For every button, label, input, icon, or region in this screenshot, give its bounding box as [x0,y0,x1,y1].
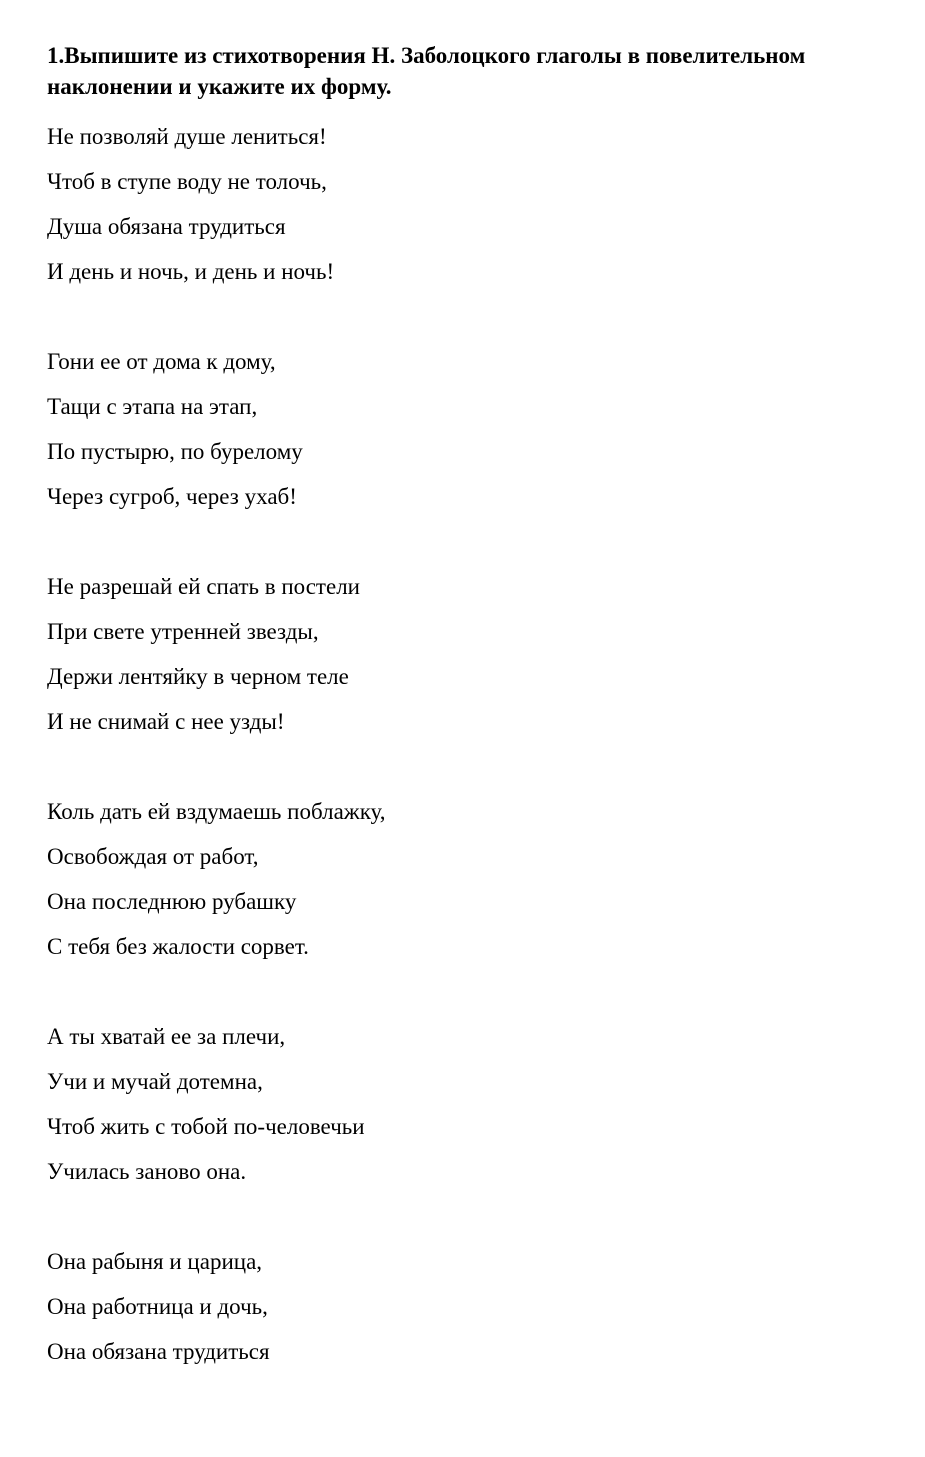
poem-line: При свете утренней звезды, [47,619,319,644]
poem-line: Не позволяй душе лениться! [47,124,327,149]
poem-line: Душа обязана трудиться [47,214,286,239]
stanza-2 [47,339,907,519]
poem-line: Тащи с этапа на этап, [47,394,258,419]
poem-line: С тебя без жалости сорвет. [47,934,309,959]
poem-line: Не разрешай ей спать в постели [47,574,360,599]
poem-line: Она работница и дочь, [47,1294,268,1319]
poem-line: И день и ночь, и день и ночь! [47,259,335,284]
poem-line: Коль дать ей вздумаешь поблажку, [47,799,386,824]
poem-line: Через сугроб, через ухаб! [47,484,297,509]
poem-line: Учи и мучай дотемна, [47,1069,263,1094]
poem-line: Освобождая от работ, [47,844,259,869]
stanza-gap [47,519,907,564]
poem-line: Чтоб жить с тобой по-человечьи [47,1114,365,1139]
poem-line: Училась заново она. [47,1159,247,1184]
poem-line: Чтоб в ступе воду не толочь, [47,169,327,194]
poem-line: Гони ее от дома к дому, [47,349,276,374]
poem-line: Она обязана трудиться [47,1339,270,1364]
stanza-3 [47,564,907,744]
document-page [47,40,907,1374]
poem-line: А ты хватай ее за плечи, [47,1024,286,1049]
poem-line: По пустырю, по бурелому [47,439,303,464]
stanza-gap [47,1194,907,1239]
stanza-6 [47,1239,907,1374]
stanza-gap [47,969,907,1014]
stanza-4 [47,789,907,969]
poem-line: Она рабыня и царица, [47,1249,263,1274]
stanza-gap [47,744,907,789]
poem-line: Держи лентяйку в черном теле [47,664,349,689]
poem-line: Она последнюю рубашку [47,889,297,914]
task-title: 1.Выпишите из стихотворения Н. Заболоцкого глаголы в повелительном наклонении и укажите их форму. [47,43,806,99]
stanza-gap [47,294,907,339]
stanza-1 [47,114,907,294]
stanza-5 [47,1014,907,1194]
poem-line: И не снимай с нее узды! [47,709,285,734]
